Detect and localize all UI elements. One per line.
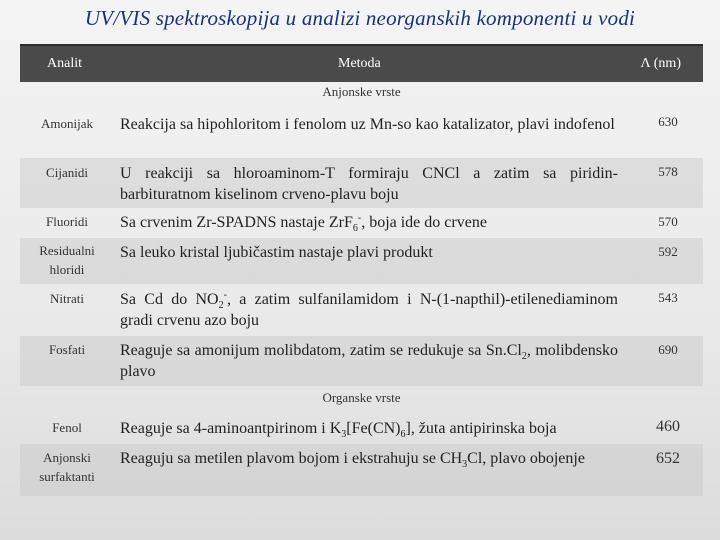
- table-row: [20, 284, 703, 336]
- section-organic: Organske vrste: [322, 390, 401, 405]
- table-header: [20, 44, 703, 82]
- cell-metoda: Reaguje sa amonijum molibdatom, zatim se redukuje sa $Sn.Cl_2$, molibdensko plavo: [120, 342, 618, 380]
- cell-lambda: 630: [658, 114, 678, 129]
- cell-metoda: Sa crvenim Zr-SPADNS nastaje ZrF$_6$-, boja ide do crvene: [120, 212, 487, 235]
- table-row: [20, 208, 703, 238]
- cell-lambda: 652: [656, 450, 680, 467]
- cell-lambda: 570: [658, 214, 678, 229]
- cell-metoda: U reakciji sa hloroaminom-T formiraju CNCl a zatim sa piridin-barbituratnom kiselinom crveno-plavu boju: [120, 165, 618, 203]
- cell-metoda: Sa Cd do $NO_2^-$, a zatim sulfanilamidom i N-(1-napthil)-etilenediaminom gradi crvenu azo boju: [120, 289, 619, 329]
- table-row: [20, 158, 703, 208]
- cell-analit: Cijanidi: [46, 165, 88, 180]
- cell-analit: Anjonski surfaktanti: [39, 450, 95, 484]
- cell-metoda: Reaguju sa metilen plavom bojom i ekstrahuju se $CH_3Cl$, plavo obojenje: [120, 450, 585, 471]
- cell-metoda: Reakcija sa hipohloritom i fenolom uz Mn-so kao katalizator, plavi indofenol: [120, 116, 615, 133]
- cell-lambda: 690: [658, 342, 678, 357]
- table-row: [20, 108, 703, 158]
- cell-analit: Fosfati: [48, 342, 86, 357]
- table-row: [20, 238, 703, 284]
- table-row: [20, 444, 703, 496]
- cell-metoda: Reaguje sa 4-aminoantpirinom i $K_3[Fe(CN)_6]$, žuta antipirinska boja: [120, 420, 557, 441]
- cell-lambda: 460: [656, 418, 680, 435]
- cell-analit: Amonijak: [41, 116, 93, 131]
- section-anionic: Anjonske vrste: [322, 84, 401, 99]
- cell-metoda: Sa leuko kristal ljubičastim nastaje plavi produkt: [120, 244, 433, 261]
- cell-analit: Fluoridi: [46, 214, 88, 229]
- cell-lambda: 578: [658, 164, 678, 179]
- table-row: [20, 336, 703, 386]
- cell-analit: Fenol: [52, 420, 82, 435]
- cell-lambda: 592: [658, 244, 678, 259]
- page-title: UV/VIS spektroskopija u analizi neorganskih komponenti u vodi: [84, 6, 636, 30]
- cell-analit: Residualni hloridi: [39, 243, 95, 277]
- header-analit: Analit: [47, 56, 82, 71]
- table-row: [20, 412, 703, 444]
- header-metoda: Metoda: [338, 56, 381, 71]
- header-lambda: Λ (nm): [640, 56, 681, 71]
- cell-lambda: 543: [658, 290, 678, 305]
- cell-analit: Nitrati: [50, 291, 84, 306]
